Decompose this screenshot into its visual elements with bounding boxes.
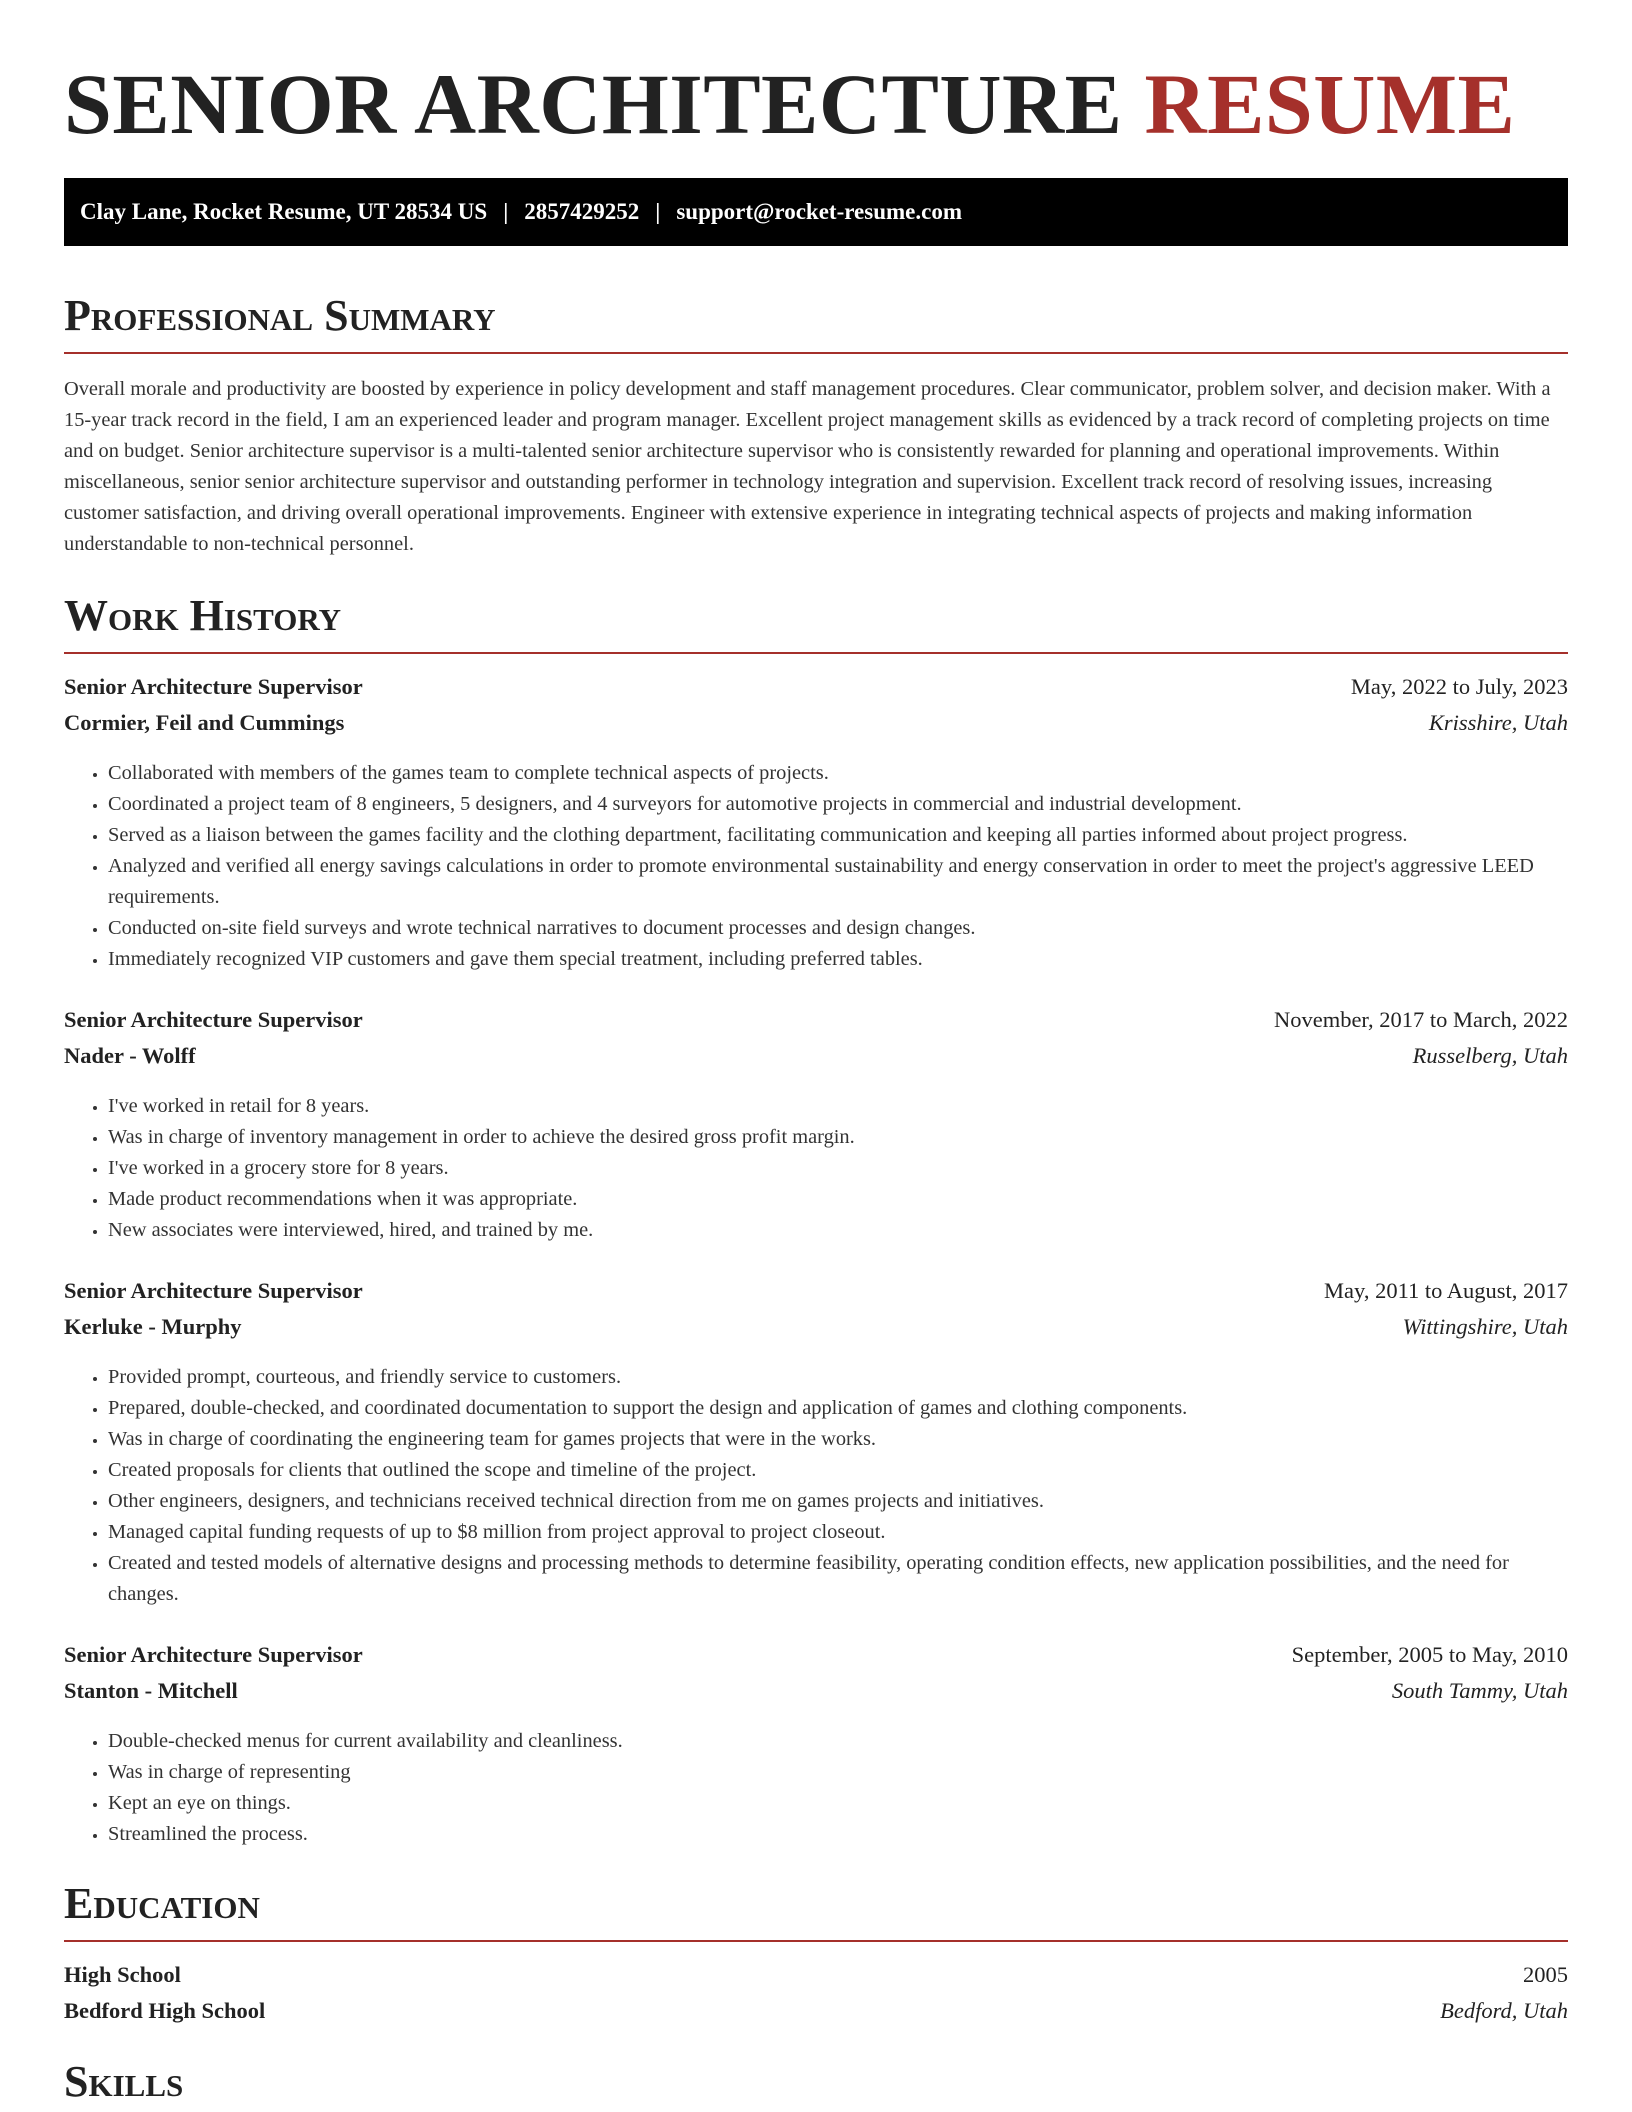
- job-bullet: • Provided prompt, courteous, and friendly service to customers.: [108, 1362, 1568, 1393]
- job-entry: [64, 1278, 1568, 1610]
- job-company-row: [64, 1043, 1568, 1079]
- job-company-row: [64, 710, 1568, 746]
- title-accent: RESUME: [1144, 56, 1516, 152]
- summary-text: Overall morale and productivity are boosted by experience in policy development and staff management procedures. Clear communicator, problem solver, and decision maker. With a 15-year track record in the field, I am an experienced leader and program manager. Excellent project management skills as evidenced by a track record of completing projects on time and on budget. Senior architecture supervisor is a multi-talented senior architecture supervisor who is consistently rewarded for planning and operational improvements. Within miscellaneous, senior senior architecture supervisor and outstanding performer in technology integration and supervision. Excellent track record of resolving issues, increasing customer satisfaction, and driving overall operational improvements. Engineer with extensive experience in integrating technical aspects of projects and making information understandable to non-technical personnel.: [64, 378, 1551, 555]
- job-bullet: • Created and tested models of alternative designs and processing methods to determine feasibility, operating condition effects, new application possibilities, and the need for changes.: [108, 1548, 1568, 1610]
- job-company: Kerluke - Murphy: [64, 1314, 242, 1339]
- resume-page: [64, 0, 1568, 2108]
- job-bullet: • Prepared, double-checked, and coordinated documentation to support the design and application of games and clothing components.: [108, 1393, 1568, 1424]
- job-title-row: [64, 1278, 1568, 1314]
- contact-email: support@rocket-resume.com: [676, 199, 962, 224]
- job-title: Senior Architecture Supervisor: [64, 1642, 363, 1667]
- job-bullet: • Collaborated with members of the games team to complete technical aspects of projects.: [108, 758, 1568, 789]
- job-bullet: • I've worked in a grocery store for 8 years.: [108, 1153, 1568, 1184]
- job-company-row: [64, 1678, 1568, 1714]
- education-degree: High School: [64, 1962, 181, 1987]
- section-divider: [64, 352, 1568, 354]
- section-title-work-history: Work History: [64, 591, 342, 640]
- section-title-summary: Professional Summary: [64, 291, 496, 340]
- job-entry: [64, 1007, 1568, 1246]
- job-location: Russelberg, Utah: [1412, 1043, 1568, 1068]
- education-year: 2005: [1523, 1962, 1568, 1987]
- job-bullet: • Coordinated a project team of 8 engineers, 5 designers, and 4 surveyors for automotive projects in commercial and industrial development.: [108, 789, 1568, 820]
- job-bullets: [64, 1726, 1568, 1850]
- job-location: Wittingshire, Utah: [1402, 1314, 1568, 1339]
- job-dates: November, 2017 to March, 2022: [1273, 1007, 1568, 1032]
- section-title-education: Education: [64, 1879, 260, 1928]
- job-bullet: • Served as a liaison between the games facility and the clothing department, facilitating communication and keeping all parties informed about project progress.: [108, 820, 1568, 851]
- contact-bar: [64, 178, 1568, 246]
- job-bullet: • Managed capital funding requests of up to $8 million from project approval to project closeout.: [108, 1517, 1568, 1548]
- job-bullet: • Analyzed and verified all energy savings calculations in order to promote environmental sustainability and energy conservation in order to meet the project's aggressive LEED requirements.: [108, 851, 1568, 913]
- job-title-row: [64, 1642, 1568, 1678]
- section-divider: [64, 652, 1568, 654]
- job-bullet: • Double-checked menus for current availability and cleanliness.: [108, 1726, 1568, 1757]
- job-title-row: [64, 1007, 1568, 1043]
- contact-separator: |: [655, 199, 661, 224]
- job-bullet: • Was in charge of representing: [108, 1757, 1568, 1788]
- contact-separator: |: [503, 199, 509, 224]
- job-bullet: • New associates were interviewed, hired, and trained by me.: [108, 1215, 1568, 1246]
- job-bullet: • Made product recommendations when it was appropriate.: [108, 1184, 1568, 1215]
- job-location: South Tammy, Utah: [1391, 1678, 1568, 1703]
- job-entry: [64, 674, 1568, 975]
- title-main: SENIOR ARCHITECTURE: [64, 56, 1123, 152]
- contact-address: Clay Lane, Rocket Resume, UT 28534 US: [80, 199, 488, 224]
- education-degree-row: [64, 1962, 1568, 1998]
- job-bullet: • Kept an eye on things.: [108, 1788, 1568, 1819]
- job-dates: September, 2005 to May, 2010: [1291, 1642, 1568, 1667]
- section-title-skills: Skills: [64, 2057, 184, 2106]
- job-bullets: [64, 1091, 1568, 1246]
- job-title: Senior Architecture Supervisor: [64, 1007, 363, 1032]
- work-history-section: [64, 590, 1568, 1850]
- skills-section: [64, 2056, 1568, 2108]
- job-company-row: [64, 1314, 1568, 1350]
- job-title-row: [64, 674, 1568, 710]
- job-company: Stanton - Mitchell: [64, 1678, 238, 1703]
- job-location: Krisshire, Utah: [1428, 710, 1568, 735]
- resume-title: [64, 56, 1568, 152]
- education-school-row: [64, 1998, 1568, 2034]
- education-location: Bedford, Utah: [1440, 1998, 1568, 2023]
- job-bullet: • Immediately recognized VIP customers and gave them special treatment, including preferred tables.: [108, 944, 1568, 975]
- job-bullet: • Conducted on-site field surveys and wrote technical narratives to document processes and design changes.: [108, 913, 1568, 944]
- section-divider: [64, 1940, 1568, 1942]
- summary-section: [64, 290, 1568, 560]
- job-list: [64, 674, 1568, 1850]
- job-dates: May, 2011 to August, 2017: [1324, 1278, 1568, 1303]
- job-bullet: • Streamlined the process.: [108, 1819, 1568, 1850]
- contact-phone: 2857429252: [524, 199, 640, 224]
- job-dates: May, 2022 to July, 2023: [1350, 674, 1568, 699]
- job-company: Nader - Wolff: [64, 1043, 196, 1068]
- job-bullet: • Other engineers, designers, and technicians received technical direction from me on games projects and initiatives.: [108, 1486, 1568, 1517]
- job-bullet: • Created proposals for clients that outlined the scope and timeline of the project.: [108, 1455, 1568, 1486]
- job-title: Senior Architecture Supervisor: [64, 674, 363, 699]
- job-bullet: • Was in charge of inventory management in order to achieve the desired gross profit margin.: [108, 1122, 1568, 1153]
- job-company: Cormier, Feil and Cummings: [64, 710, 345, 735]
- job-title: Senior Architecture Supervisor: [64, 1278, 363, 1303]
- education-school: Bedford High School: [64, 1998, 266, 2023]
- education-section: [64, 1878, 1568, 2034]
- job-bullet: • Was in charge of coordinating the engineering team for games projects that were in the works.: [108, 1424, 1568, 1455]
- job-bullets: [64, 1362, 1568, 1610]
- job-bullets: [64, 758, 1568, 975]
- job-entry: [64, 1642, 1568, 1850]
- job-bullet: • I've worked in retail for 8 years.: [108, 1091, 1568, 1122]
